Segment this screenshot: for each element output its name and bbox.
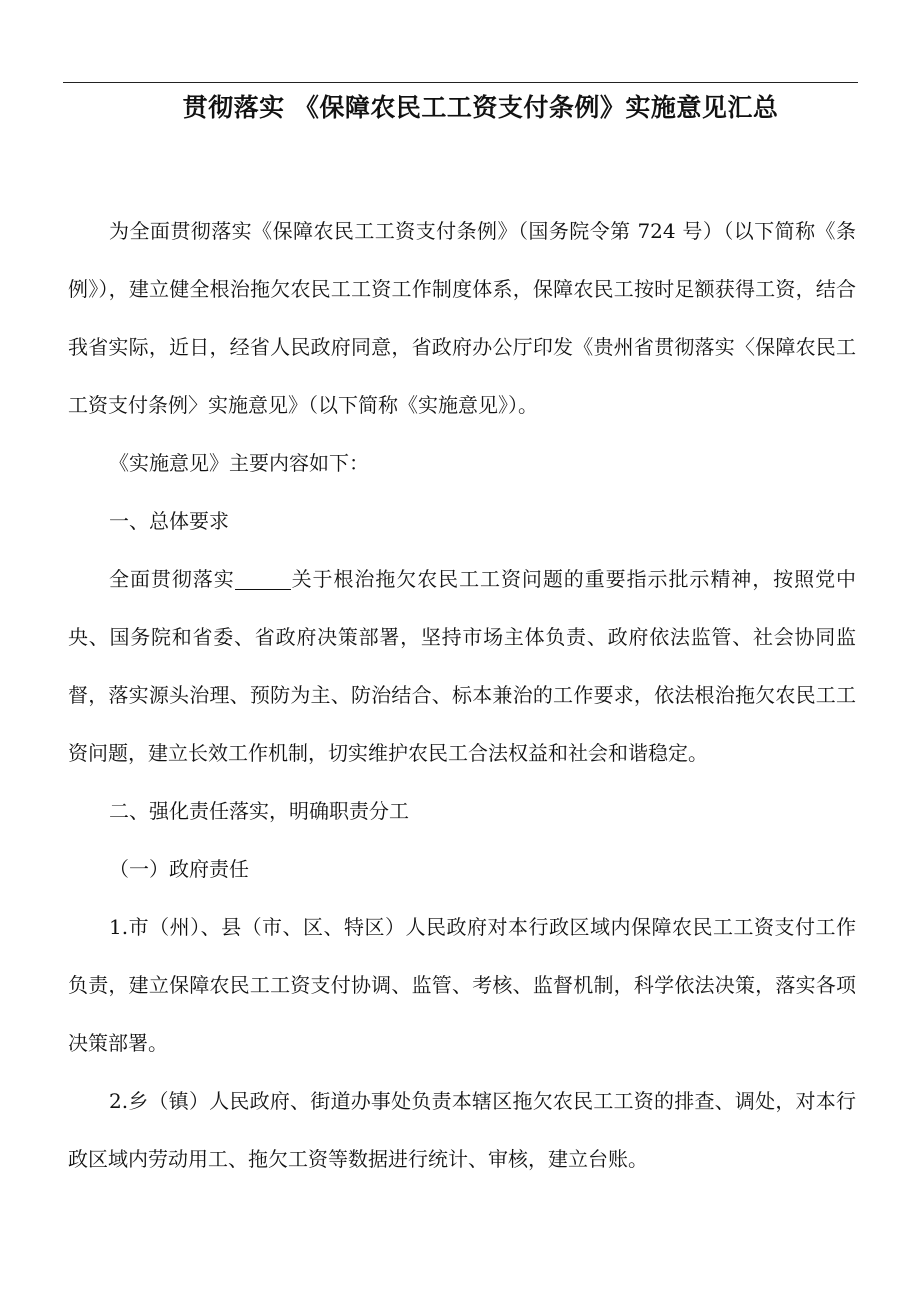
document-body bbox=[68, 202, 856, 1188]
subsection-1-heading: （一）政府责任 bbox=[109, 857, 249, 881]
document-title: 贯彻落实 《保障农民工工资支付条例》实施意见汇总 bbox=[182, 93, 779, 122]
section-1-heading: 一、总体要求 bbox=[109, 509, 229, 533]
section-1-paragraph bbox=[68, 550, 856, 782]
contents-intro: 《实施意见》主要内容如下： bbox=[109, 451, 369, 475]
item-2: 2.乡（镇）人民政府、街道办事处负责本辖区拖欠农民工工资的排查、调处，对本行政区域内劳动用工、拖欠工资等数据进行统计、审核，建立台账。 bbox=[68, 1089, 856, 1171]
section-2-heading: 二、强化责任落实，明确职责分工 bbox=[109, 799, 409, 823]
header-rule bbox=[63, 82, 858, 83]
blank-underline bbox=[235, 569, 291, 590]
section-1-text-start: 全面贯彻落实 bbox=[109, 567, 235, 591]
item-1: 1.市（州）、县（市、区、特区）人民政府对本行政区域内保障农民工工资支付工作负责，建立保障农民工工资支付协调、监管、考核、监督机制，科学依法决策，落实各项决策部署。 bbox=[68, 915, 856, 1055]
section-1-text-rest: 关于根治拖欠农民工工资问题的重要指示批示精神，按照党中央、国务院和省委、省政府决策部署，坚持市场主体负责、政府依法监管、社会协同监督，落实源头治理、预防为主、防治结合、标本兼治的工作要求，依法根治拖欠农民工工资问题，建立长效工作机制，切实维护农民工合法权益和社会和谐稳定。 bbox=[68, 567, 857, 765]
intro-paragraph: 为全面贯彻落实《保障农民工工资支付条例》（国务院令第 724 号）（以下简称《条例》），建立健全根治拖欠农民工工资工作制度体系，保障农民工按时足额获得工资，结合我省实际，近日，经省人民政府同意，省政府办公厅印发《贵州省贯彻落实〈保障农民工工资支付条例〉实施意见》（以下简称《实施意见》）。 bbox=[68, 219, 856, 417]
